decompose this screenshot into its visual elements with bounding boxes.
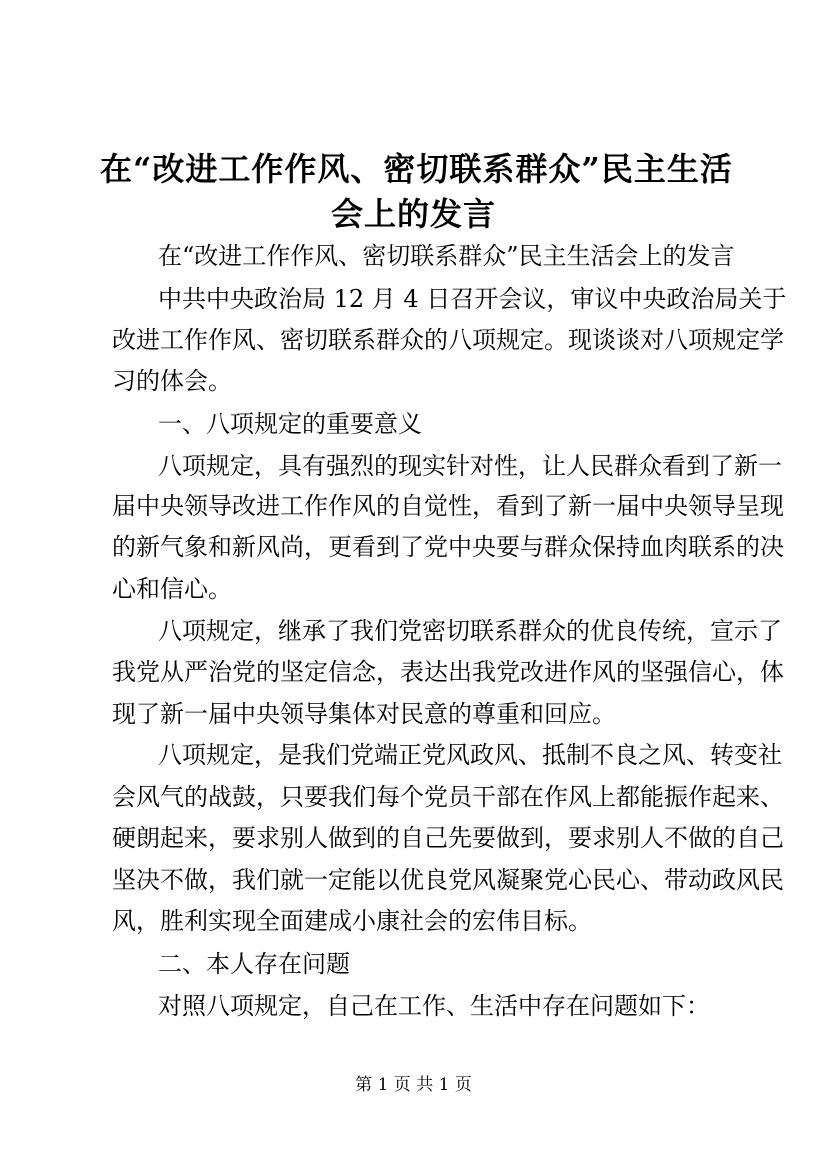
section-heading: 一、八项规定的重要意义 [158,410,422,438]
paragraph-line: 硬朗起来，要求别人做到的自己先要做到，要求别人不做的自己 [112,824,784,852]
paragraph-line: 心和信心。 [112,575,232,603]
paragraph-line: 风，胜利实现全面建成小康社会的宏伟目标。 [112,907,592,935]
paragraph-line: 的新气象和新风尚，更看到了党中央要与群众保持血肉联系的决 [112,533,784,561]
paragraph-line: 坚决不做，我们就一定能以优良党风凝聚党心民心、带动政风民 [112,866,784,894]
section-heading: 二、本人存在问题 [158,950,350,978]
document-title-line-1: 在“改进工作作风、密切联系群众”民主生活 [100,150,733,188]
paragraph-line: 八项规定，继承了我们党密切联系群众的优良传统，宣示了 [158,617,782,645]
page-number: 第 1 页 共 1 页 [355,1075,472,1095]
paragraph-line: 会风气的战鼓，只要我们每个党员干部在作风上都能振作起来、 [112,783,784,811]
paragraph-line: 在“改进工作作风、密切联系群众”民主生活会上的发言 [158,242,735,270]
paragraph-line: 中共中央政治局 12 月 4 日召开会议，审议中央政治局关于 [158,285,787,313]
paragraph-line: 习的体会。 [112,367,232,395]
paragraph-line: 我党从严治党的坚定信念，表达出我党改进作风的坚强信心，体 [112,658,784,686]
paragraph-line: 对照八项规定，自己在工作、生活中存在问题如下： [158,992,710,1020]
paragraph-line: 改进工作作风、密切联系群众的八项规定。现谈谈对八项规定学 [112,326,784,354]
document-title-line-2: 会上的发言 [330,195,496,233]
paragraph-line: 届中央领导改进工作作风的自觉性，看到了新一届中央领导呈现 [112,492,784,520]
paragraph-line: 现了新一届中央领导集体对民意的尊重和回应。 [112,700,616,728]
paragraph-line: 八项规定，是我们党端正党风政风、抵制不良之风、转变社 [158,741,782,769]
paragraph-line: 八项规定，具有强烈的现实针对性，让人民群众看到了新一 [158,452,782,480]
